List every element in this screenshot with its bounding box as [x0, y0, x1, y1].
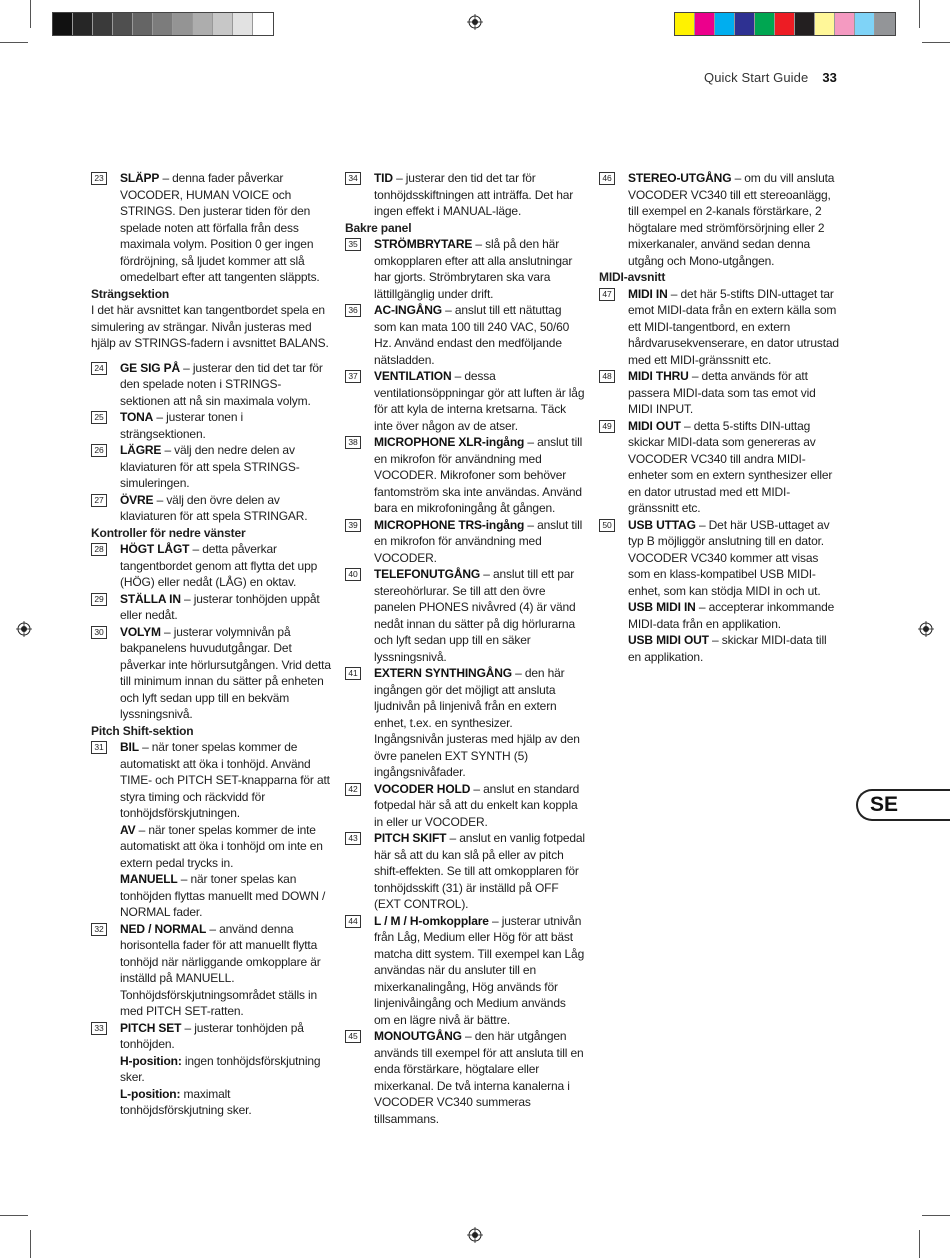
- item-term: STRÖMBRYTARE: [374, 237, 473, 251]
- registration-mark-icon: [467, 14, 483, 30]
- item-number-badge: 40: [345, 568, 361, 581]
- sub-item: [91, 822, 331, 872]
- color-swatch: [193, 13, 213, 35]
- language-tab: SE: [856, 789, 950, 821]
- list-item: [345, 517, 585, 567]
- item-text: – anslut en vanlig fotpedal här så att du kan slå på eller av pitch shift-effekten. Se till att omkopplaren för tonhöjdsskift (31) är inställd på OFF (EXT CONTROL).: [374, 831, 585, 911]
- item-number-badge: 33: [91, 1022, 107, 1035]
- sub-item: [91, 1086, 331, 1119]
- item-term: MICROPHONE TRS-ingång: [374, 517, 525, 532]
- item-text: – justerar tonhöjden uppåt eller nedåt.: [120, 591, 320, 622]
- grayscale-color-bar: [52, 12, 274, 36]
- item-text: – när toner spelas kommer de inte automatiskt att öka i tonhöjd om inte en extern pedal trycks in.: [120, 822, 323, 870]
- item-term: USB MIDI IN: [628, 600, 696, 614]
- item-number-badge: 31: [91, 741, 107, 754]
- item-number-badge: 23: [91, 172, 107, 185]
- list-item: [91, 541, 331, 591]
- list-item: [91, 1020, 331, 1053]
- color-swatch: [173, 13, 193, 35]
- item-number-badge: 24: [91, 362, 107, 375]
- registration-mark-icon: [467, 1227, 483, 1243]
- list-item: [345, 1028, 585, 1127]
- item-term: LÄGRE: [120, 443, 162, 457]
- list-item: [599, 418, 839, 517]
- color-swatch: [835, 13, 855, 35]
- list-item: [599, 170, 839, 269]
- item-number-badge: 48: [599, 370, 615, 383]
- list-item: [345, 434, 585, 517]
- crop-mark: [30, 0, 31, 28]
- list-item: [345, 566, 585, 665]
- sub-item: [599, 599, 839, 632]
- item-text: – när toner spelas kan tonhöjden flyttas manuellt med DOWN / NORMAL fader.: [120, 872, 326, 919]
- color-swatch: [775, 13, 795, 35]
- list-item: [91, 591, 331, 624]
- item-term: L / M / H-omkopplare: [374, 913, 489, 928]
- item-term: VENTILATION: [374, 369, 452, 383]
- item-text: – den här ingången gör det möjligt att ansluta ljudnivån på linjenivå från en extern enhet, t.ex. en synthesizer. Ingångsnivån justeras med hjälp av den övre panelen EXT SYNTH (5) ingångsnivåfader.: [374, 666, 580, 779]
- item-term: BIL: [120, 740, 139, 754]
- item-term: NED / NORMAL: [120, 921, 207, 936]
- item-number-badge: 30: [91, 626, 107, 639]
- item-text: – justerar den tid det tar för den spelade noten i STRINGS-sektionen att nå sin maximala volym.: [120, 360, 323, 408]
- section-heading: MIDI-avsnitt: [599, 270, 666, 284]
- color-swatch: [53, 13, 73, 35]
- item-number-badge: 38: [345, 436, 361, 449]
- registration-mark-icon: [918, 621, 934, 637]
- item-text: – när toner spelas kommer de automatiskt att öka i tonhöjd. Använd TIME- och PITCH SET-knapparna för att styra timing och räckvidd för tonhöjdsförskjutningen.: [120, 740, 330, 820]
- page-header: [704, 70, 837, 85]
- registration-mark-icon: [16, 621, 32, 637]
- item-text: – använd denna horisontella fader för att manuellt flytta tonhöjd när närliggande omkopplare är inställd på MANUELL. Tonhöjdsförskjutningsområdet ställs in med PITCH SET-ratten.: [120, 921, 321, 1018]
- color-swatch: [213, 13, 233, 35]
- item-number-badge: 32: [91, 923, 107, 936]
- item-number-badge: 47: [599, 288, 615, 301]
- color-swatch: [233, 13, 253, 35]
- color-swatch: [715, 13, 735, 35]
- item-number-badge: 49: [599, 420, 615, 433]
- item-term: MIDI IN: [628, 286, 668, 301]
- color-swatch: [93, 13, 113, 35]
- item-text: ingen tonhöjdsförskjutning sker.: [120, 1053, 321, 1084]
- guide-title: Quick Start Guide: [704, 70, 809, 85]
- list-item: [599, 286, 839, 369]
- item-number-badge: 29: [91, 593, 107, 606]
- list-item: [599, 368, 839, 418]
- list-item: [345, 830, 585, 913]
- item-term: MIDI OUT: [628, 418, 681, 433]
- item-term: H-position:: [120, 1053, 182, 1068]
- column-1: [91, 170, 331, 1119]
- list-item: [345, 781, 585, 831]
- section-intro: I det här avsnittet kan tangentbordet spela en simulering av strängar. Nivån justeras med hjälp av STRINGS-fadern i avsnittet BALANS.: [91, 303, 329, 350]
- item-text: – justerar volymnivån på bakpanelens huvudutgångar. Det påverkar inte hörlursutgången. Vrid detta till minimum innan du sätter på enheten och lyft sedan upp till en bekväm lyssningsnivå.: [120, 624, 331, 721]
- sub-item: [599, 632, 839, 665]
- item-number-badge: 28: [91, 543, 107, 556]
- list-item: [91, 409, 331, 442]
- item-number-badge: 36: [345, 304, 361, 317]
- color-swatch: [695, 13, 715, 35]
- color-swatch: [735, 13, 755, 35]
- list-item: [91, 921, 331, 1020]
- item-number-badge: 39: [345, 519, 361, 532]
- item-text: – accepterar inkommande MIDI-data från en applikation.: [628, 600, 835, 631]
- item-term: PITCH SKIFT: [374, 831, 447, 845]
- item-number-badge: 25: [91, 411, 107, 424]
- item-term: VOCODER HOLD: [374, 781, 471, 796]
- list-item: [345, 302, 585, 368]
- list-item: [91, 360, 331, 410]
- item-number-badge: 44: [345, 915, 361, 928]
- crop-mark: [922, 1215, 950, 1216]
- list-item: [91, 739, 331, 822]
- crop-mark: [919, 1230, 920, 1258]
- item-number-badge: 41: [345, 667, 361, 680]
- item-term: MIDI THRU: [628, 369, 689, 383]
- item-term: PITCH SET: [120, 1020, 182, 1035]
- item-term: USB UTTAG: [628, 517, 696, 532]
- color-swatch: [855, 13, 875, 35]
- list-item: [91, 170, 331, 286]
- item-term: USB MIDI OUT: [628, 633, 709, 647]
- item-text: – det här 5-stifts DIN-uttaget tar emot MIDI-data från en extern källa som ett MIDI-tangentbord, en extern hårdvarusekvenserare, en dator utrustad med ett MIDI-gränssnitt etc.: [628, 286, 839, 367]
- page-number: 33: [822, 70, 837, 85]
- color-swatch: [153, 13, 173, 35]
- item-text: – detta används för att passera MIDI-data som tas emot vid MIDI INPUT.: [628, 369, 816, 416]
- item-term: EXTERN SYNTHINGÅNG: [374, 666, 512, 680]
- list-item: [599, 517, 839, 600]
- item-number-badge: 50: [599, 519, 615, 532]
- item-text: – justerar tonhöjden på tonhöjden.: [120, 1020, 304, 1051]
- item-term: AV: [120, 822, 136, 837]
- color-swatch: [815, 13, 835, 35]
- item-term: ÖVRE: [120, 492, 154, 507]
- section-heading: Pitch Shift-sektion: [91, 723, 194, 738]
- item-text: – justerar den tid det tar för tonhöjdsskiftningen att inträffa. Det har ingen effekt i MANUAL-läge.: [374, 171, 574, 218]
- sub-item: [91, 1053, 331, 1086]
- color-swatch: [795, 13, 815, 35]
- item-number-badge: 43: [345, 832, 361, 845]
- color-swatch: [73, 13, 93, 35]
- color-swatch: [675, 13, 695, 35]
- item-text: – välj den övre delen av klaviaturen för att spela STRINGAR.: [120, 492, 308, 523]
- item-term: SLÄPP: [120, 171, 160, 185]
- item-term: AC-INGÅNG: [374, 303, 442, 317]
- color-swatch: [253, 13, 273, 35]
- item-text: – justerar tonen i strängsektionen.: [120, 410, 244, 441]
- item-text: maximalt tonhöjdsförskjutning sker.: [120, 1086, 252, 1117]
- item-term: TELEFONUTGÅNG: [374, 567, 481, 581]
- list-item: [345, 913, 585, 1029]
- item-term: MONOUTGÅNG: [374, 1029, 462, 1043]
- item-term: STÄLLA IN: [120, 591, 181, 606]
- item-number-badge: 35: [345, 238, 361, 251]
- crop-mark: [0, 42, 28, 43]
- item-term: MICROPHONE XLR-ingång: [374, 435, 525, 449]
- column-2: [345, 170, 585, 1127]
- color-swatch: [133, 13, 153, 35]
- item-term: L-position:: [120, 1086, 181, 1101]
- item-text: – anslut till ett nätuttag som kan mata 100 till 240 VAC, 50/60 Hz. Använd endast den medföljande nätsladden.: [374, 303, 570, 367]
- item-term: STEREO-UTGÅNG: [628, 171, 732, 185]
- list-item: [345, 236, 585, 302]
- item-text: – dessa ventilationsöppningar gör att luften är låg för att kyla de interna kretsarna. Täck inte över någon av de atser.: [374, 369, 585, 433]
- item-text: – justerar utnivån från Låg, Medium eller Hög för att bäst matcha ditt system. Till exempel kan Låg användas när du ansluter till en mixerkanalingång, Hög används för linjenivåingång och Medium används om en lägre nivå är bättre.: [374, 913, 585, 1027]
- crop-mark: [919, 0, 920, 28]
- item-number-badge: 37: [345, 370, 361, 383]
- color-swatch: [875, 13, 895, 35]
- item-text: – den här utgången används till exempel för att ansluta till en enda förstärkare, högtalare eller mixerkanal. De två interna kanalerna i VOCODER VC340 summeras tillsammans.: [374, 1029, 584, 1126]
- item-text: – anslut en standard fotpedal här så att du enkelt kan koppla in eller ur VOCODER.: [374, 781, 580, 829]
- item-text: – anslut till ett par stereohörlurar. Se till att den övre panelen PHONES nivåvred (4) är vänd nedåt innan du sätter på dig hörlurarna och lyft sedan upp till en säker lyssningsnivå.: [374, 567, 576, 664]
- section-heading: Kontroller för nedre vänster: [91, 525, 246, 540]
- item-number-badge: 27: [91, 494, 107, 507]
- list-item: [91, 624, 331, 723]
- color-swatch: [755, 13, 775, 35]
- crop-mark: [922, 42, 950, 43]
- item-text: – anslut till en mikrofon för användning med VOCODER.: [374, 517, 583, 565]
- item-text: – skickar MIDI-data till en applikation.: [628, 633, 827, 664]
- item-term: TID: [374, 171, 393, 185]
- crop-mark: [30, 1230, 31, 1258]
- section-heading: Bakre panel: [345, 220, 412, 235]
- item-text: – denna fader påverkar VOCODER, HUMAN VOICE och STRINGS. Den justerar tiden för den spelade noten att förfalla från dess maximala volym. Position 0 ger ingen fördröjning, så ljudet kommer att slå omedelbart efter att tangenten släppts.: [120, 171, 320, 284]
- list-item: [345, 665, 585, 781]
- item-term: VOLYM: [120, 624, 161, 639]
- item-number-badge: 46: [599, 172, 615, 185]
- color-calibration-bar: [674, 12, 896, 36]
- item-text: – anslut till en mikrofon för användning med VOCODER. Mikrofoner som behöver fantomström ska inte användas. Använd bara en mikrofoningång åt gången.: [374, 435, 583, 515]
- item-number-badge: 42: [345, 783, 361, 796]
- item-term: GE SIG PÅ: [120, 360, 180, 375]
- column-3: [599, 170, 839, 665]
- item-term: HÖGT LÅGT: [120, 542, 190, 556]
- list-item: [91, 442, 331, 492]
- list-item: [91, 492, 331, 525]
- item-text: – om du vill ansluta VOCODER VC340 till ett stereoanlägg, till exempel en 2-kanals förstärkare, 2 högtalare med strömförsörjning eller 2 mixerkanaler, använd sedan denna utgång och Mono-utgången.: [628, 171, 835, 268]
- item-text: – slå på den här omkopplaren efter att alla anslutningar har gjorts. Strömbrytaren ska vara lättillgänglig under drift.: [374, 237, 573, 301]
- list-item: [345, 368, 585, 434]
- item-text: – detta påverkar tangentbordet genom att flytta det upp (HÖG) eller nedåt (LÅG) en oktav.: [120, 542, 318, 589]
- item-text: – välj den nedre delen av klaviaturen för att spela STRINGS-simuleringen.: [120, 443, 300, 490]
- item-text: – Det här USB-uttaget av typ B möjliggör anslutning till en dator. VOCODER VC340 kommer att visas som en klass-kompatibel USB MIDI-enhet, som kan stödja MIDI in och ut.: [628, 517, 830, 598]
- item-text: – detta 5-stifts DIN-uttag skickar MIDI-data som genereras av VOCODER VC340 till andra MIDI-enheter som en extern synthesizer eller en dator utrustad med ett MIDI-gränssnitt etc.: [628, 418, 833, 515]
- color-swatch: [113, 13, 133, 35]
- item-term: MANUELL: [120, 872, 178, 886]
- sub-item: [91, 871, 331, 921]
- item-number-badge: 26: [91, 444, 107, 457]
- item-number-badge: 45: [345, 1030, 361, 1043]
- crop-mark: [0, 1215, 28, 1216]
- list-item: [345, 170, 585, 220]
- item-term: TONA: [120, 410, 154, 424]
- section-heading: Strängsektion: [91, 286, 170, 301]
- item-number-badge: 34: [345, 172, 361, 185]
